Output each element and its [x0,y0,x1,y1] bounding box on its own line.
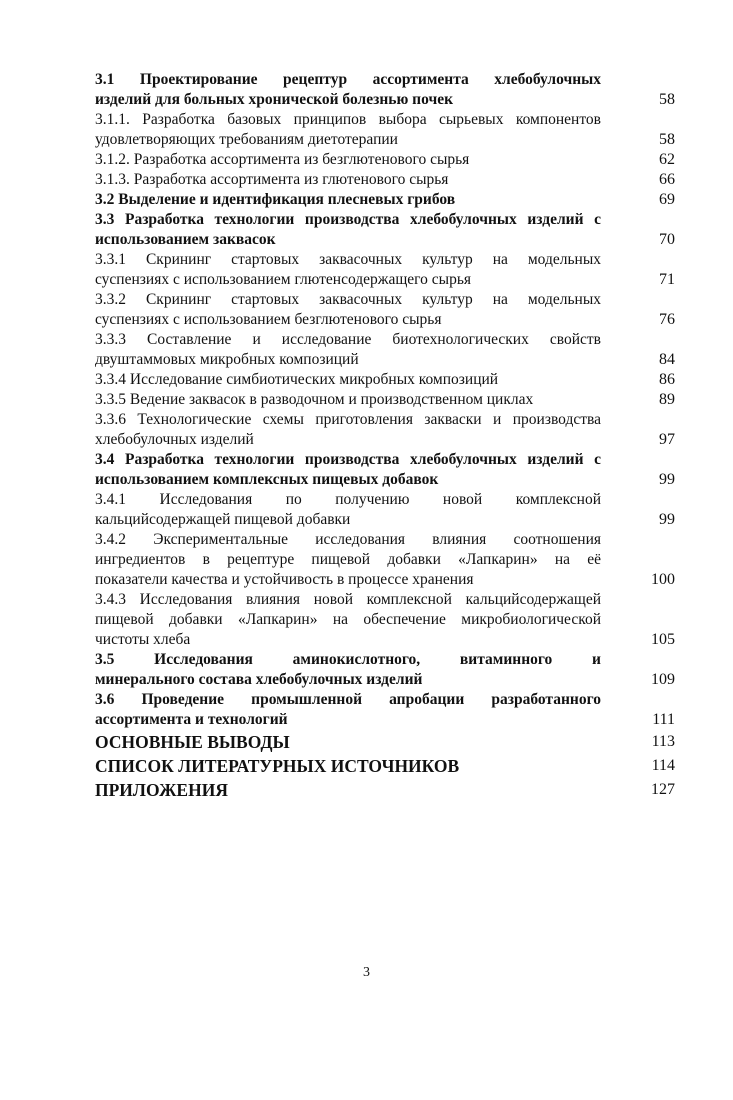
toc-entry-page: 100 [651,571,675,588]
toc-entry-title-line: чистоты хлеба [95,631,191,648]
toc-entry [95,70,675,110]
toc-entry-page: 58 [659,91,675,108]
toc-entry-title-line: 3.2 Выделение и идентификация плесневых грибов [95,191,456,208]
toc-entry-title-line: 3.3.5 Ведение заквасок в разводочном и производственном циклах [95,391,534,408]
toc-entry-title-line: хлебобулочных изделий [95,431,254,448]
toc-entry-page: 76 [659,311,675,328]
toc-entry-page: 84 [659,351,675,368]
toc-entry-title-line: минерального состава хлебобулочных изделий [95,671,423,688]
toc-entry-title-line: использованием заквасок [95,231,276,248]
toc-entry-title-line: суспензиях с использованием безглютенового сырья [95,311,442,328]
toc-entry-title-line: суспензиях с использованием глютенсодержащего сырья [95,271,472,288]
toc-entry-title-line: 3.3.3 Составление и исследование биотехнологических свойств [95,331,601,348]
toc-entry-title-line: 3.3.2 Скрининг стартовых заквасочных культур на модельных [95,291,601,308]
toc-entry-page: 99 [659,511,675,528]
toc-entry [95,754,675,778]
toc-entry-title-line: 3.3.1 Скрининг стартовых заквасочных культур на модельных [95,251,601,268]
toc-entry [95,450,675,490]
toc-entry-title-line: ингредиентов в рецептуре пищевой добавки «Лапкарин» на её [95,551,601,568]
toc-entry-title-line: 3.1.3. Разработка ассортимента из глютенового сырья [95,171,449,188]
toc-entry-title-line: 3.6 Проведение промышленной апробации разработанного [95,691,601,708]
toc-entry-page: 89 [659,391,675,408]
page-number: 3 [363,965,370,980]
toc-entry [95,690,675,730]
toc-entry-page: 70 [659,231,675,248]
toc-entry-page: 71 [659,271,675,288]
toc-entry-page: 127 [651,781,675,798]
toc-entry-page: 99 [659,471,675,488]
toc-entry [95,290,675,330]
toc-entry-title-line: 3.4.1 Исследования по получению новой комплексной [95,491,601,508]
toc-entry-page: 111 [652,711,675,728]
toc-entry [95,250,675,290]
toc-entry-page: 109 [651,671,675,688]
toc-entry-page: 114 [651,757,675,774]
toc-entry-title-line: использованием комплексных пищевых добавок [95,471,439,488]
toc-entry-page: 86 [659,371,675,388]
toc-entry [95,490,675,530]
toc-entry [95,530,675,590]
toc-entry [95,330,675,370]
toc-entry-title-line: 3.4.2 Экспериментальные исследования влияния соотношения [95,531,601,548]
toc-entry-title-line: 3.3.6 Технологические схемы приготовления закваски и производства [95,411,601,428]
toc-entry-title-line: удовлетворяющих требованиям диетотерапии [95,131,398,148]
toc-entry-page: 62 [659,151,675,168]
toc-entry [95,590,675,650]
toc-entry [95,150,675,170]
toc-entry-page: 97 [659,431,675,448]
toc-entry [95,390,675,410]
toc-entry [95,730,675,754]
toc-entry-page: 58 [659,131,675,148]
toc-entry-title-line: 3.4 Разработка технологии производства хлебобулочных изделий с [95,451,601,468]
toc-entry-page: 66 [659,171,675,188]
toc-entry-title-line: ассортимента и технологий [95,711,288,728]
toc-entry-title-line: 3.1.2. Разработка ассортимента из безглютенового сырья [95,151,470,168]
toc-entry-title-line: ПРИЛОЖЕНИЯ [95,780,228,800]
toc-entry-title-line: кальцийсодержащей пищевой добавки [95,511,351,528]
toc-entry-title-line: двуштаммовых микробных композиций [95,351,359,368]
table-of-contents [95,70,675,802]
toc-entry [95,210,675,250]
toc-entry-title-line: 3.4.3 Исследования влияния новой комплексной кальцийсодержащей [95,591,601,608]
toc-entry-title-line: 3.5 Исследования аминокислотного, витаминного и [95,651,601,668]
toc-entry-page: 113 [651,733,675,750]
toc-entry-title-line: 3.3.4 Исследование симбиотических микробных композиций [95,371,499,388]
toc-entry-title-line: ОСНОВНЫЕ ВЫВОДЫ [95,732,290,752]
toc-entry [95,110,675,150]
toc-entry [95,778,675,802]
toc-entry-title-line: 3.1.1. Разработка базовых принципов выбора сырьевых компонентов [95,111,601,128]
toc-entry-page: 69 [659,191,675,208]
toc-entry-title-line: 3.1 Проектирование рецептур ассортимента хлебобулочных [95,71,601,88]
toc-entry-title-line: показатели качества и устойчивость в процессе хранения [95,571,474,588]
toc-entry [95,650,675,690]
toc-entry-title-line: СПИСОК ЛИТЕРАТУРНЫХ ИСТОЧНИКОВ [95,756,460,776]
toc-entry-title-line: пищевой добавки «Лапкарин» на обеспечение микробиологической [95,611,601,628]
toc-entry-page: 105 [651,631,675,648]
toc-entry [95,370,675,390]
toc-entry-title-line: 3.3 Разработка технологии производства хлебобулочных изделий с [95,211,601,228]
toc-entry [95,190,675,210]
toc-entry [95,170,675,190]
toc-entry-title-line: изделий для больных хронической болезнью почек [95,91,453,108]
toc-entry [95,410,675,450]
